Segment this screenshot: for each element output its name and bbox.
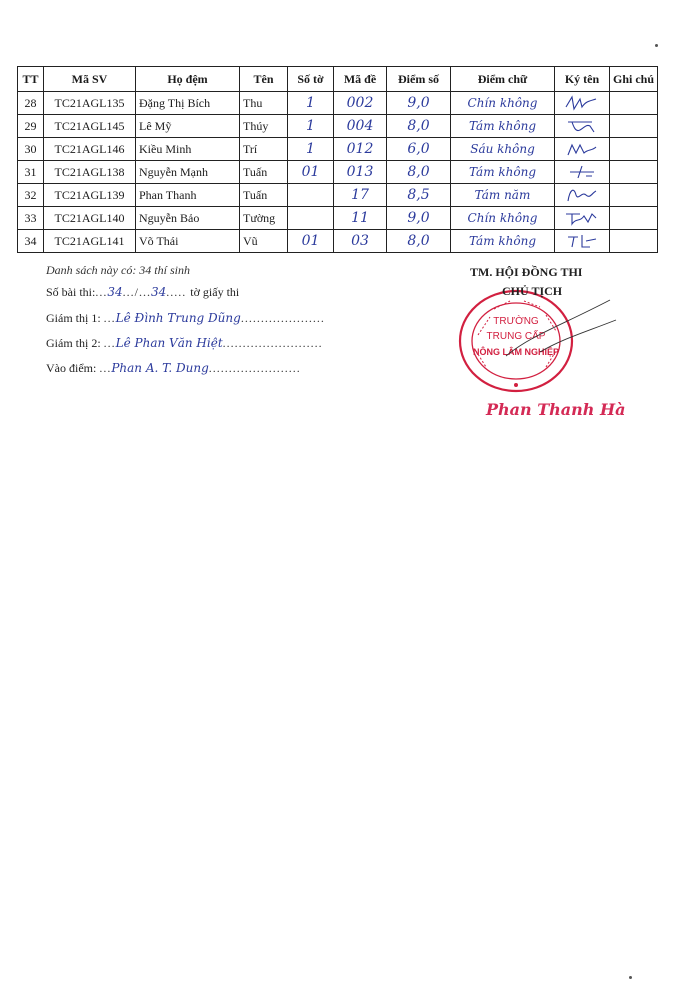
cell-diem-so: 8,0 bbox=[387, 115, 451, 138]
cell-ma-de: 004 bbox=[334, 115, 387, 138]
cell-ghi-chu bbox=[610, 230, 658, 253]
cell-diem-chu: Chín không bbox=[451, 207, 555, 230]
cell-ma-de: 17 bbox=[334, 184, 387, 207]
score-entry-label: Vào điểm: bbox=[46, 361, 97, 375]
scan-speck bbox=[629, 976, 632, 979]
chair-name: Phan Thanh Hà bbox=[486, 400, 626, 419]
cell-tt: 33 bbox=[18, 207, 44, 230]
col-header-diem-so: Điểm số bbox=[387, 67, 451, 92]
cell-ho-dem: Kiều Minh bbox=[136, 138, 240, 161]
cell-so-to: 1 bbox=[288, 138, 334, 161]
council-title: TM. HỘI ĐỒNG THI bbox=[470, 265, 583, 279]
cell-ky-ten bbox=[555, 161, 610, 184]
col-header-ma-de: Mã đề bbox=[334, 67, 387, 92]
proctor-1-label: Giám thị 1: bbox=[46, 311, 101, 325]
proctor-2-line: Giám thị 2: ...Lê Phan Văn Hiệt......................... bbox=[46, 336, 323, 350]
cell-ma-sv: TC21AGL139 bbox=[44, 184, 136, 207]
cell-ma-de: 03 bbox=[334, 230, 387, 253]
table-row bbox=[18, 161, 658, 184]
cell-ten: Tường bbox=[240, 207, 288, 230]
cell-tt: 28 bbox=[18, 92, 44, 115]
chair-title: CHỦ TỊCH bbox=[502, 284, 563, 298]
cell-ho-dem: Võ Thái bbox=[136, 230, 240, 253]
cell-ten: Vũ bbox=[240, 230, 288, 253]
proctor-2-label: Giám thị 2: bbox=[46, 336, 101, 350]
cell-diem-so: 9,0 bbox=[387, 92, 451, 115]
cell-ten: Tuấn bbox=[240, 161, 288, 184]
cell-ma-sv: TC21AGL135 bbox=[44, 92, 136, 115]
cell-so-to: 1 bbox=[288, 92, 334, 115]
cell-ky-ten bbox=[555, 230, 610, 253]
so-to-value: 34 bbox=[150, 285, 167, 299]
col-header-ho-dem: Họ đệm bbox=[136, 67, 240, 92]
cell-diem-so: 8,0 bbox=[387, 230, 451, 253]
cell-ho-dem: Phan Thanh bbox=[136, 184, 240, 207]
so-to-label: tờ giấy thi bbox=[190, 285, 240, 299]
cell-ho-dem: Lê Mỹ bbox=[136, 115, 240, 138]
cell-ky-ten bbox=[555, 207, 610, 230]
cell-diem-chu: Tám năm bbox=[451, 184, 555, 207]
proctor-1-signature: Lê Đình Trung Dũng bbox=[115, 311, 241, 325]
signature-mark bbox=[562, 116, 602, 136]
cell-ghi-chu bbox=[610, 92, 658, 115]
table-row bbox=[18, 115, 658, 138]
cell-ten: Tuấn bbox=[240, 184, 288, 207]
cell-ghi-chu bbox=[610, 115, 658, 138]
cell-diem-so: 8,5 bbox=[387, 184, 451, 207]
cell-ma-de: 11 bbox=[334, 207, 387, 230]
score-entry-line: Vào điểm: ...Phan A. T. Dung....................... bbox=[46, 361, 301, 375]
cell-ma-sv: TC21AGL141 bbox=[44, 230, 136, 253]
exam-paper-count-line: Số bài thi:...34.../...34..... tờ giấy thi bbox=[46, 285, 240, 299]
cell-ky-ten bbox=[555, 92, 610, 115]
cell-ghi-chu bbox=[610, 184, 658, 207]
table-header-row bbox=[18, 67, 658, 92]
cell-diem-chu: Sáu không bbox=[451, 138, 555, 161]
signature-mark bbox=[562, 208, 602, 228]
cell-so-to bbox=[288, 207, 334, 230]
cell-tt: 34 bbox=[18, 230, 44, 253]
cell-diem-chu: Tám không bbox=[451, 230, 555, 253]
cell-ho-dem: Nguyễn Bảo bbox=[136, 207, 240, 230]
so-bai-value: 34 bbox=[107, 285, 123, 299]
col-header-ky-ten: Ký tên bbox=[555, 67, 610, 92]
cell-ma-sv: TC21AGL140 bbox=[44, 207, 136, 230]
cell-so-to bbox=[288, 184, 334, 207]
col-header-so-to: Số tờ bbox=[288, 67, 334, 92]
signature-mark bbox=[562, 93, 602, 113]
cell-ma-de: 013 bbox=[334, 161, 387, 184]
score-entry-signature: Phan A. T. Dung bbox=[111, 361, 209, 375]
cell-ten: Thu bbox=[240, 92, 288, 115]
scan-speck bbox=[655, 44, 658, 47]
signature-mark bbox=[562, 162, 602, 182]
table-row bbox=[18, 138, 658, 161]
proctor-2-signature: Lê Phan Văn Hiệt bbox=[115, 336, 223, 350]
col-header-ma-sv: Mã SV bbox=[44, 67, 136, 92]
table-row bbox=[18, 92, 658, 115]
cell-ma-de: 012 bbox=[334, 138, 387, 161]
signature-mark bbox=[562, 231, 602, 251]
seal-line-3: NÔNG LÂM NGHIỆP bbox=[472, 347, 559, 357]
col-header-ten: Tên bbox=[240, 67, 288, 92]
cell-so-to: 1 bbox=[288, 115, 334, 138]
candidate-count: Danh sách này có: 34 thí sinh bbox=[46, 263, 190, 277]
chair-signature bbox=[500, 296, 620, 366]
table-row bbox=[18, 207, 658, 230]
table-row bbox=[18, 230, 658, 253]
cell-ghi-chu bbox=[610, 138, 658, 161]
cell-ky-ten bbox=[555, 138, 610, 161]
col-header-ghi-chu: Ghi chú bbox=[610, 67, 658, 92]
cell-ma-sv: TC21AGL138 bbox=[44, 161, 136, 184]
cell-ten: Thúy bbox=[240, 115, 288, 138]
cell-so-to: 01 bbox=[288, 161, 334, 184]
cell-so-to: 01 bbox=[288, 230, 334, 253]
cell-ma-sv: TC21AGL145 bbox=[44, 115, 136, 138]
cell-ma-de: 002 bbox=[334, 92, 387, 115]
cell-ten: Trí bbox=[240, 138, 288, 161]
score-table bbox=[17, 66, 658, 253]
cell-diem-chu: Tám không bbox=[451, 161, 555, 184]
cell-ho-dem: Nguyễn Mạnh bbox=[136, 161, 240, 184]
proctor-1-line: Giám thị 1: ...Lê Đình Trung Dũng..................... bbox=[46, 311, 325, 325]
cell-tt: 30 bbox=[18, 138, 44, 161]
cell-diem-so: 6,0 bbox=[387, 138, 451, 161]
cell-diem-so: 8,0 bbox=[387, 161, 451, 184]
cell-ghi-chu bbox=[610, 161, 658, 184]
cell-ho-dem: Đặng Thị Bích bbox=[136, 92, 240, 115]
table-row bbox=[18, 184, 658, 207]
cell-ghi-chu bbox=[610, 207, 658, 230]
seal-line-1: TRƯỜNG bbox=[493, 316, 539, 327]
cell-diem-so: 9,0 bbox=[387, 207, 451, 230]
so-bai-label: Số bài thi: bbox=[46, 285, 96, 299]
cell-tt: 31 bbox=[18, 161, 44, 184]
cell-tt: 29 bbox=[18, 115, 44, 138]
signature-mark bbox=[562, 185, 602, 205]
signature-mark bbox=[562, 139, 602, 159]
cell-tt: 32 bbox=[18, 184, 44, 207]
cell-diem-chu: Tám không bbox=[451, 115, 555, 138]
cell-diem-chu: Chín không bbox=[451, 92, 555, 115]
col-header-tt: TT bbox=[18, 67, 44, 92]
cell-ma-sv: TC21AGL146 bbox=[44, 138, 136, 161]
cell-ky-ten bbox=[555, 115, 610, 138]
seal-line-2: TRUNG CẤP bbox=[486, 331, 546, 342]
cell-ky-ten bbox=[555, 184, 610, 207]
col-header-diem-chu: Điểm chữ bbox=[451, 67, 555, 92]
